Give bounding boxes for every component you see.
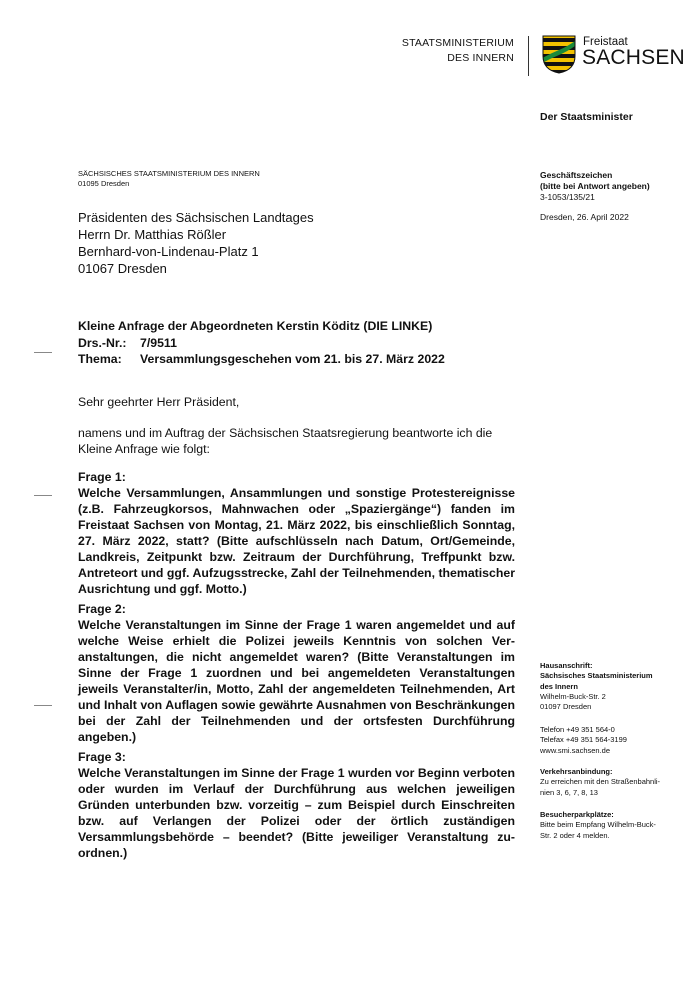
fold-mark	[34, 495, 52, 496]
address-street: Wilhelm-Buck-Str. 2	[540, 691, 606, 701]
ministry-name-line1: STAATSMINISTERIUM	[401, 37, 514, 49]
contact-web: www.smi.sachsen.de	[540, 745, 611, 755]
ministry-name	[330, 36, 514, 66]
question-label: Frage 1:	[78, 470, 126, 484]
question-2	[78, 601, 515, 745]
drs-value: 7/9511	[140, 335, 177, 350]
address-city: 01097 Dresden	[540, 702, 592, 712]
reference-label: Geschäftszeichen	[540, 170, 613, 180]
topic-row	[78, 351, 445, 368]
contact-fax: Telefax +49 351 564-3199	[540, 735, 627, 745]
address-org2: des Innern	[540, 681, 578, 691]
parking-label: Besucherparkplätze:	[540, 810, 614, 819]
traffic-label: Verkehrsanbindung:	[540, 767, 613, 776]
header-divider	[528, 36, 529, 76]
signatory-title: Der Staatsminister	[540, 111, 633, 123]
sidebar-contact	[540, 725, 690, 756]
reference-block	[540, 170, 650, 203]
question-text: Welche Veranstaltungen im Sinne der Frage 1 wurden vor Beginn verboten oder wurden im Verlauf der Durchführung aus welchen jeweiligen Gründen unterbunden bzw. vorzeitig – zum Beispiel durch Einschreiten bzw. auf Verlangen der Polizei oder der örtlich zuständigen Versammlungsbehörde – beendet? (Bitte jeweiliger Veranstaltung zuordnen.)	[78, 766, 515, 860]
logo-sachsen: SACHSEN	[582, 46, 685, 69]
fold-mark	[34, 705, 52, 706]
traffic-line1: Zu erreichen mit den Straßenbahnli-	[540, 777, 661, 787]
parking-line2: Str. 2 oder 4 melden.	[540, 830, 610, 840]
sender-line2: 01095 Dresden	[78, 179, 130, 188]
question-1	[78, 469, 515, 597]
sender-address	[78, 169, 260, 189]
topic-value: Versammlungsgeschehen vom 21. bis 27. März 2022	[140, 352, 445, 366]
question-3	[78, 749, 515, 861]
subject-title: Kleine Anfrage der Abgeordneten Kerstin Köditz (DIE LINKE)	[78, 319, 433, 333]
letter-date: Dresden, 26. April 2022	[540, 212, 629, 222]
recipient-address	[78, 209, 314, 277]
ministry-name-line2: DES INNERN	[447, 52, 514, 64]
recipient-line1: Präsidenten des Sächsischen Landtages	[78, 210, 314, 225]
subject-block	[78, 318, 445, 368]
recipient-line4: 01067 Dresden	[78, 261, 167, 276]
drs-label: Drs.-Nr.:	[78, 335, 127, 350]
question-label: Frage 3:	[78, 750, 126, 764]
intro-paragraph: namens und im Auftrag der Sächsischen Staatsregierung beantworte ich die Kleine Anfrage wie folgt:	[78, 426, 493, 456]
logo-freistaat: Freistaat	[583, 36, 628, 48]
recipient-line3: Bernhard-von-Lindenau-Platz 1	[78, 244, 259, 259]
sidebar-address	[540, 661, 690, 712]
parking-line1: Bitte beim Empfang Wilhelm-Buck-	[540, 820, 656, 830]
topic-label: Thema:	[78, 352, 122, 366]
reference-value: 3-1053/135/21	[540, 192, 595, 202]
saxony-coat-of-arms-icon	[541, 34, 577, 74]
question-text: Welche Versammlungen, Ansammlungen und sonstige Protestereignisse (z.B. Fahrzeugkorsos, Mahnwachen oder „Spaziergänge“) fanden im Freistaat Sachsen von Montag, 21. März 2022, bis einschließlich Sonntag, 27. März 2022, statt? (Bitte aufschlüsseln nach Datum, Ort/Gemeinde, Landkreis, Zeitpunkt bzw. Zeitraum der Durchführung, Treffpunkt bzw. Antreteort und ggf. Aufzugsstrecke, Zahl der Teilnehmenden, thematischer Ausrichtung und ggf. Motto.)	[78, 486, 515, 596]
sidebar-parking	[540, 810, 690, 841]
fold-mark	[34, 352, 52, 353]
traffic-line2: nien 3, 6, 7, 8, 13	[540, 787, 598, 797]
sidebar-traffic	[540, 767, 690, 798]
sender-line1: SÄCHSISCHES STAATSMINISTERIUM DES INNERN	[78, 169, 260, 178]
address-label: Hausanschrift:	[540, 661, 593, 670]
question-text: Welche Veranstaltungen im Sinne der Frage 1 waren angemeldet und auf welche Weise erhielt die Polizei jeweils Kenntnis von solchen Veranstaltungen, die nicht angemeldet waren? (Bitte Veranstaltungen im Sinne der Frage 1 zuordnen und bei angemeldeten Veranstaltungen jeweils Veranstalter/in, Motto, Zahl der angemeldeten Teilnehmenden, Art und Inhalt von Auflagen sowie gewährte Ausnahmen von Beschränkungen bei der Zahl der Teilnehmenden und der ortsfesten Durchführung angeben.)	[78, 618, 515, 744]
question-label: Frage 2:	[78, 602, 126, 616]
contact-phone: Telefon +49 351 564-0	[540, 725, 615, 734]
recipient-line2: Herrn Dr. Matthias Rößler	[78, 227, 227, 242]
address-org1: Sächsisches Staatsministerium	[540, 671, 653, 681]
reference-note: (bitte bei Antwort angeben)	[540, 181, 650, 191]
drs-row	[78, 335, 445, 352]
salutation: Sehr geehrter Herr Präsident,	[78, 395, 240, 409]
